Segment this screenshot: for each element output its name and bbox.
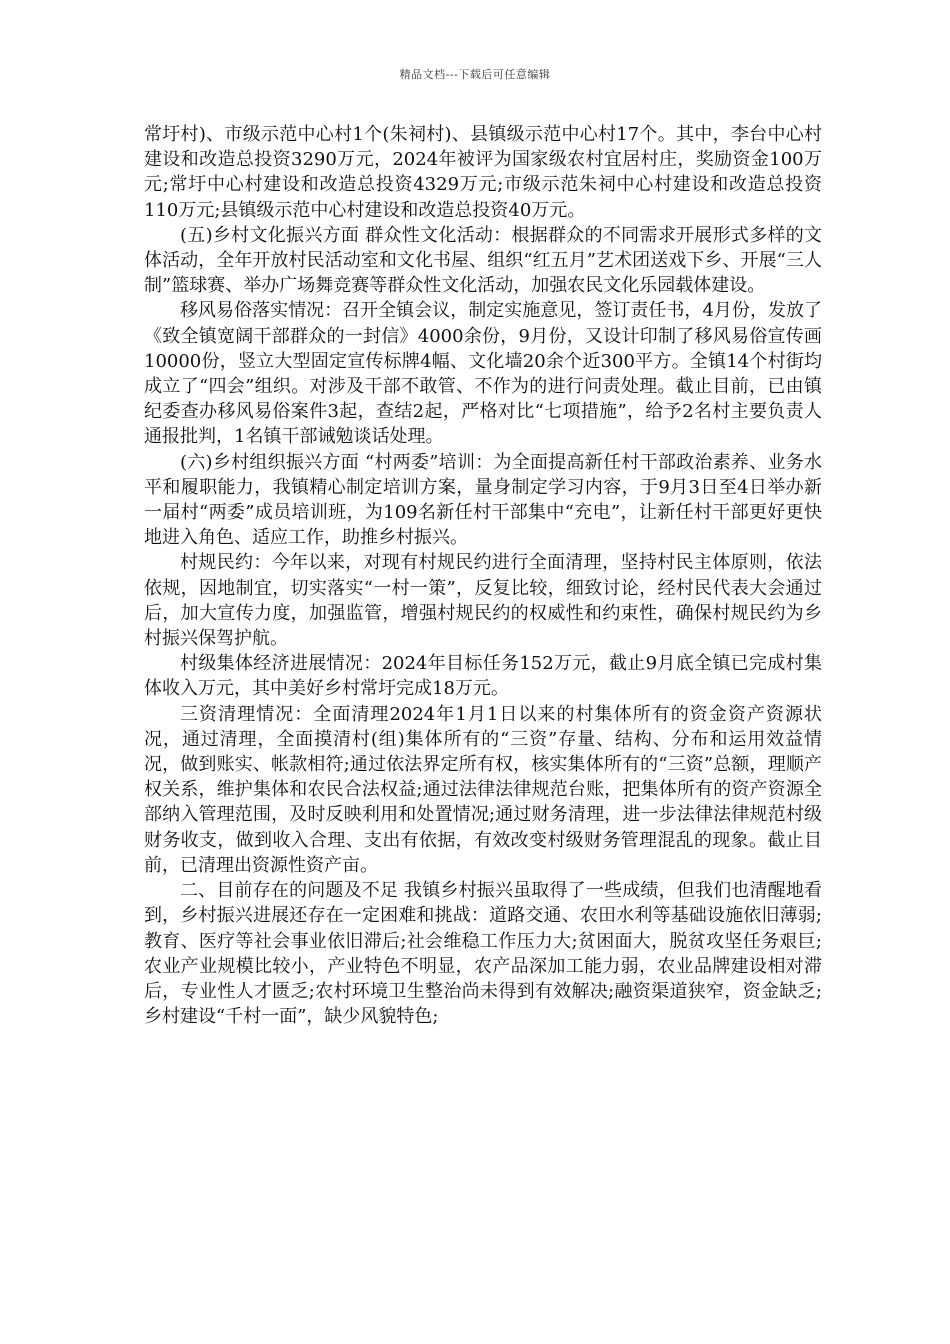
- paragraph-custom-reform: 移风易俗落实情况：召开全镇会议，制定实施意见，签订责任书，4月份，发放了《致全镇宽阔干部群众的一封信》4000余份，9月份，又设计印制了移风易俗宣传画10000份，竖立大型固定宣传标牌4幅、文化墙20余个近300平方。全镇14个村街均成立了“四会”组织。对涉及干部不敢管、不作为的进行问责处理。截止目前，已由镇纪委查办移风易俗案件3起，查结2起，严格对比“七项措施”，给予2名村主要负责人通报批判，1名镇干部诫勉谈话处理。: [144, 300, 822, 448]
- paragraph-organization-revitalization: (六)乡村组织振兴方面 “村两委”培训：为全面提高新任村干部政治素养、业务水平和履职能力，我镇精心制定培训方案，量身制定学习内容，于9月3日至4日举办新一届村“两委”成员培训班，为109名新任村干部集中“充电”，让新任村干部更好更快地进入角色、适应工作，助推乡村振兴。: [144, 451, 822, 549]
- paragraph-village-construction: 常圩村)、市级示范中心村1个(朱祠村)、县镇级示范中心村17个。其中，李台中心村建设和改造总投资3290万元，2024年被评为国家级农村宜居村庄，奖励资金100万元;常圩中心村建设和改造总投资4329万元;市级示范朱祠中心村建设和改造总投资110万元;县镇级示范中心村建设和改造总投资40万元。: [144, 124, 822, 221]
- page-header: 精品文档---下载后可任意编辑: [399, 68, 551, 81]
- paragraph-village-rules: 村规民约：今年以来，对现有村规民约进行全面清理，坚持村民主体原则，依法依规，因地制宜，切实落实“一村一策”，反复比较，细致讨论，经村民代表大会通过后，加大宣传力度，加强监管，增强村规民约的权威性和约束性，确保村规民约为乡村振兴保驾护航。: [144, 552, 822, 650]
- paragraph-culture-revitalization: (五)乡村文化振兴方面 群众性文化活动：根据群众的不同需求开展形式多样的文体活动，全年开放村民活动室和文化书屋、组织“红五月”艺术团送戏下乡、开展“三人制”篮球赛、举办广场舞竞赛等群众性文化活动，加强农民文化乐园载体建设。: [144, 224, 822, 297]
- paragraph-problems-shortcomings: 二、目前存在的问题及不足 我镇乡村振兴虽取得了一些成绩，但我们也清醒地看到，乡村振兴进展还存在一定困难和挑战：道路交通、农田水利等基础设施依旧薄弱;教育、医疗等社会事业依旧滞后;社会维稳工作压力大;贫困面大，脱贫攻坚任务艰巨;农业产业规模比较小，产业特色不明显，农产品深加工能力弱，农业品牌建设相对滞后，专业性人才匮乏;农村环境卫生整治尚未得到有效解决;融资渠道狭窄，资金缺乏;乡村建设“千村一面”，缺少风貌特色;: [144, 880, 822, 1028]
- paragraph-collective-economy: 村级集体经济进展情况：2024年目标任务152万元，截止9月底全镇已完成村集体收入万元，其中美好乡村常圩完成18万元。: [144, 653, 822, 700]
- document-body: [144, 122, 822, 1029]
- paragraph-three-assets-cleanup: 三资清理情况：全面清理2024年1月1日以来的村集体所有的资金资产资源状况，通过清理，全面摸清村(组)集体所有的“三资”存量、结构、分布和运用效益情况，做到账实、帐款相符;通过依法界定所有权，核实集体所有的“三资”总额，理顺产权关系，维护集体和农民合法权益;通过法律法律规范台账，把集体所有的资产资源全部纳入管理范围，及时反映利用和处置情况;通过财务清理，进一步法律法律规范村级财务收支，做到收入合理、支出有依据，有效改变村级财务管理混乱的现象。截止目前，已清理出资源性资产亩。: [144, 703, 822, 876]
